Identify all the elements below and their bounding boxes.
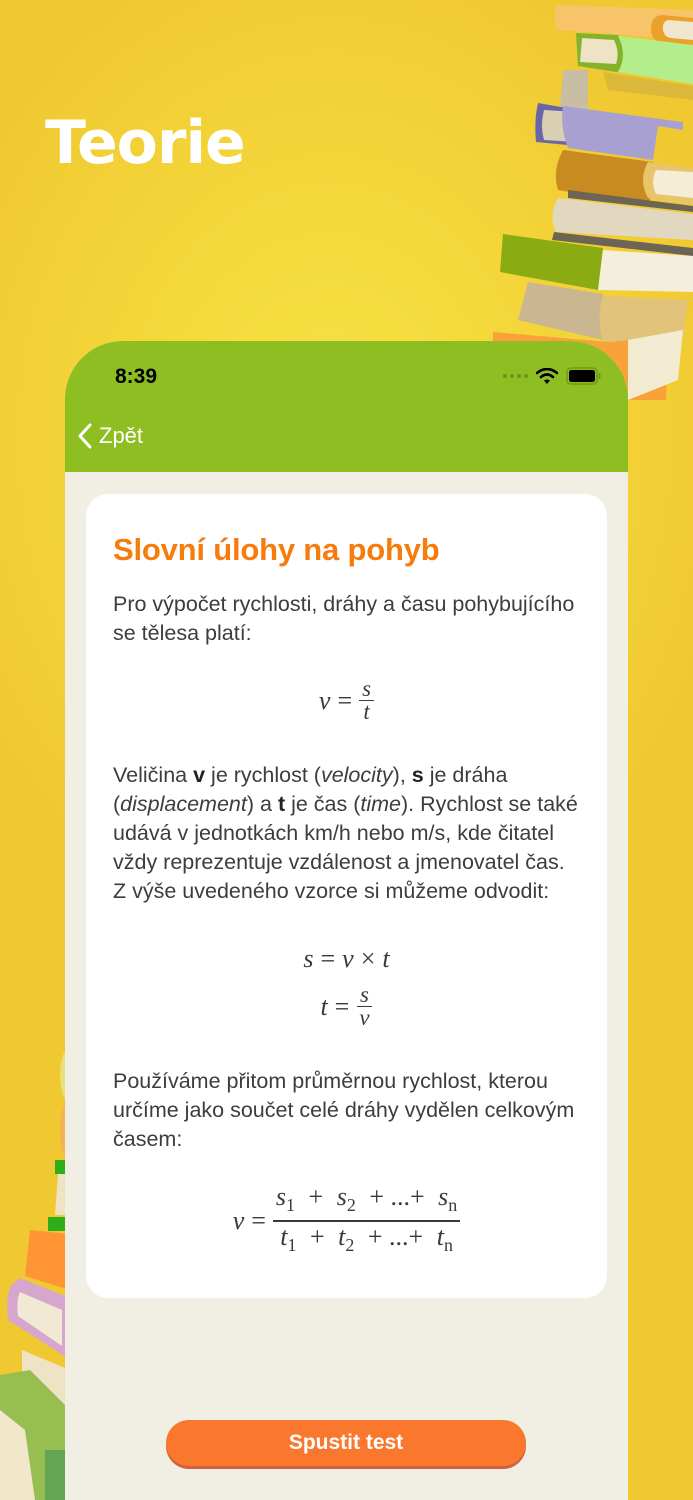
status-time: 8:39: [115, 365, 158, 388]
formula-distance: s = v × t: [303, 944, 390, 973]
battery-icon: [566, 367, 602, 385]
status-icons: [503, 367, 602, 385]
phone-screen: [65, 341, 628, 1500]
theory-card: [86, 494, 607, 1298]
navigation-bar: [65, 341, 628, 472]
explanation-paragraph: Veličina v je rychlost (velocity), s je dráha (displacement) a t je čas (time). Rychlost se také udává v jednotkách km/h nebo m/s, kde čitatel vždy reprezentuje vzdálenost a jmenovatel čas. Z výše uvedeného vzorce si můžeme odvodit:: [113, 763, 578, 903]
formula-time: t = $\frac{s}{v}$: [113, 984, 580, 1029]
formula-average-velocity: v = $s_1 + s_2$ + ...+ $s_n$ $t_1 + t_2$ + ...+ $t_n$: [113, 1182, 580, 1260]
back-button[interactable]: [77, 423, 143, 449]
content-area: [65, 472, 628, 1298]
intro-paragraph: Pro výpočet rychlosti, dráhy a času pohybujícího se tělesa platí:: [113, 592, 575, 645]
book-stack-illustration: [478, 0, 693, 400]
chevron-left-icon: [77, 423, 93, 449]
back-label: Zpět: [99, 423, 144, 448]
promo-title: Teorie: [45, 108, 245, 178]
wifi-icon: [536, 368, 558, 384]
card-title: Slovní úlohy na pohyb: [113, 532, 440, 567]
cellular-signal-icon: [503, 374, 528, 378]
start-test-button[interactable]: Spustit test: [166, 1420, 526, 1466]
formula-velocity: v = $\frac{s}{t}$: [113, 678, 580, 723]
average-speed-paragraph: Používáme přitom průměrnou rychlost, kterou určíme jako součet celé dráhy vydělen celkovým časem:: [113, 1069, 575, 1151]
book-stack-illustration-left: [0, 1030, 70, 1500]
